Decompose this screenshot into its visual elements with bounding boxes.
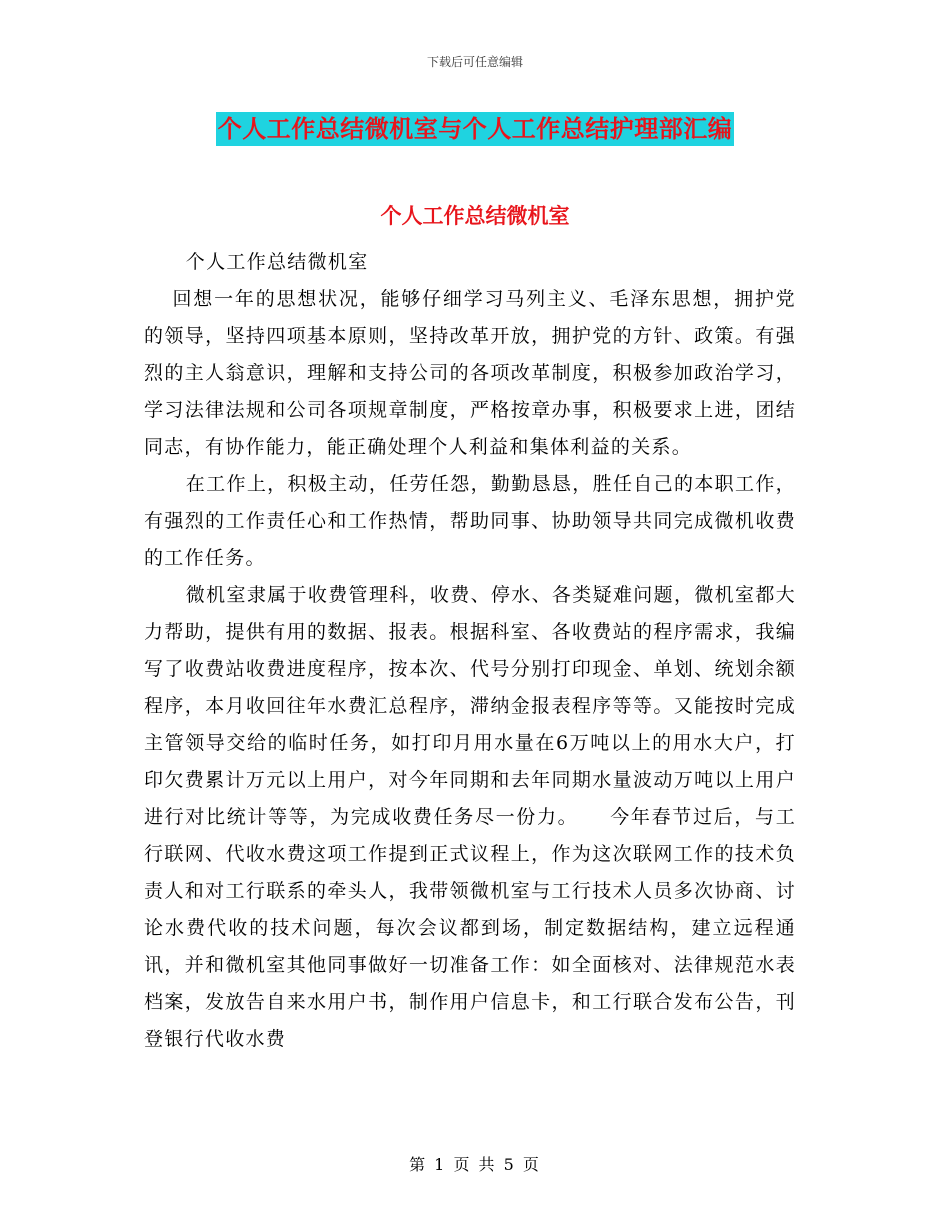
section-title: 个人工作总结微机室 — [380, 203, 570, 228]
document-title-wrap — [0, 112, 950, 146]
body-paragraph: 在工作上，积极主动，任劳任怨，勤勤恳恳，胜任自己的本职工作，有强烈的工作责任心和工作热情，帮助同事、协助领导共同完成微机收费的工作任务。 — [144, 473, 796, 569]
page-number: 第 1 页 共 5 页 — [409, 1155, 541, 1174]
document-title: 个人工作总结微机室与个人工作总结护理部汇编 — [216, 112, 735, 146]
header-note: 下载后可任意编辑 — [426, 55, 523, 69]
body-paragraph: 回想一年的思想状况，能够仔细学习马列主义、毛泽东思想，拥护党的领导，坚持四项基本原则，坚持改革开放，拥护党的方针、政策。有强烈的主人翁意识，理解和支持公司的各项改革制度，积极参加政治学习，学习法律法规和公司各项规章制度，严格按章办事，积极要求上进，团结同志，有协作能力，能正确处理个人利益和集体利益的关系。 — [144, 288, 796, 458]
body-paragraph: 微机室隶属于收费管理科，收费、停水、各类疑难问题，微机室都大力帮助，提供有用的数据、报表。根据科室、各收费站的程序需求，我编写了收费站收费进度程序，按本次、代号分别打印现金、单划、统划余额程序，本月收回往年水费汇总程序，滞纳金报表程序等等。又能按时完成主管领导交给的临时任务，如打印月用水量在6万吨以上的用水大户，打印欠费累计万元以上用户，对今年同期和去年同期水量波动万吨以上用户进行对比统计等等，为完成收费任务尽一份力。 今年春节过后，与工行联网、代收水费这项工作提到正式议程上，作为这次联网工作的技术负责人和对工行联系的牵头人，我带领微机室与工行技术人员多次协商、讨论水费代收的技术问题，每次会议都到场，制定数据结构，建立远程通讯，并和微机室其他同事做好一切准备工作：如全面核对、法律规范水表档案，发放告自来水用户书，制作用户信息卡，和工行联合发布公告，刊登银行代收水费 — [144, 584, 796, 1050]
body-paragraph: 个人工作总结微机室 — [185, 251, 369, 273]
document-body — [144, 244, 796, 1058]
